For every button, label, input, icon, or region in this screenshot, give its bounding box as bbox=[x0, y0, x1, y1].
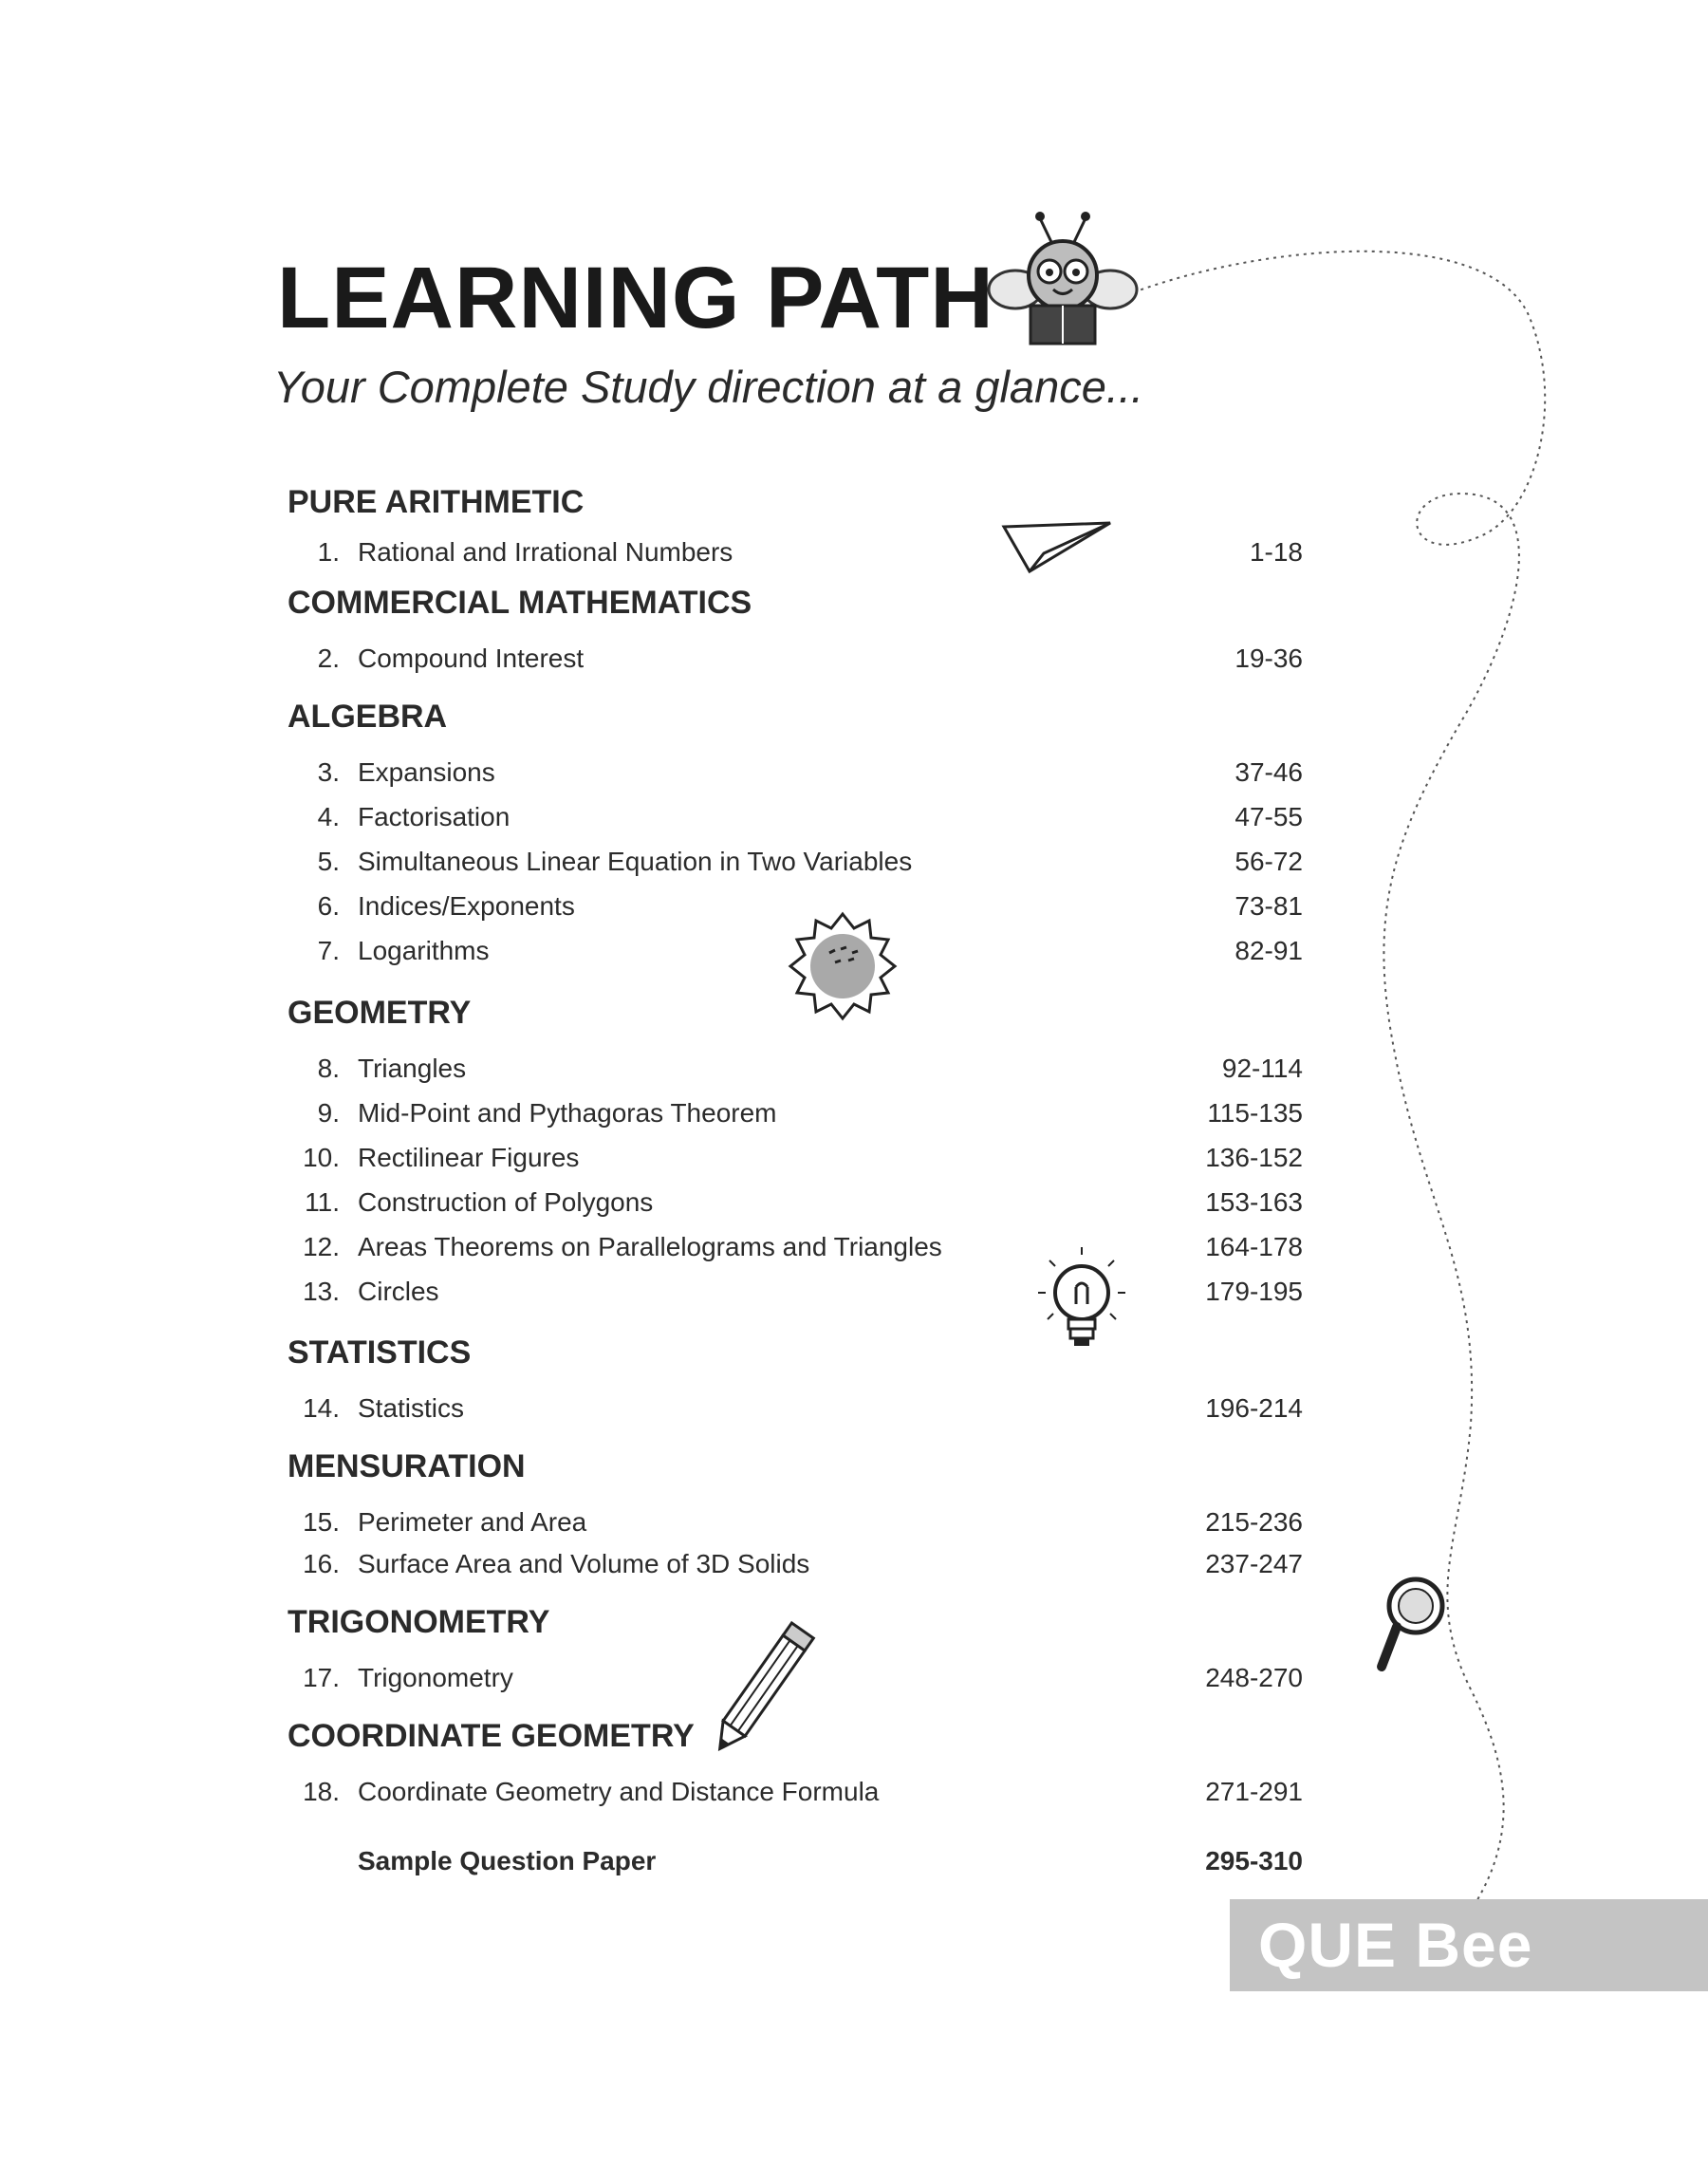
entry-pages: 73-81 bbox=[1235, 891, 1303, 921]
section-heading: COORDINATE GEOMETRY bbox=[288, 1718, 695, 1754]
entry-title: Triangles bbox=[358, 1054, 467, 1083]
entry-number: 17. bbox=[303, 1663, 340, 1692]
entry-number: 12. bbox=[303, 1232, 340, 1261]
entry-pages: 271-291 bbox=[1205, 1777, 1303, 1806]
entry-title: Rational and Irrational Numbers bbox=[358, 537, 733, 567]
toc-entry[interactable] bbox=[288, 644, 1303, 681]
entry-title: Expansions bbox=[358, 757, 495, 787]
section-heading: MENSURATION bbox=[288, 1448, 526, 1484]
toc-entry[interactable] bbox=[288, 1663, 1303, 1701]
brand-logo: QUE Bee bbox=[1258, 1910, 1533, 1980]
toc-entry[interactable] bbox=[288, 936, 1303, 974]
toc-entry[interactable] bbox=[288, 1187, 1303, 1225]
entry-pages: 56-72 bbox=[1235, 847, 1303, 876]
entry-number: 15. bbox=[303, 1507, 340, 1537]
entry-pages: 179-195 bbox=[1205, 1277, 1303, 1306]
entry-pages: 153-163 bbox=[1205, 1187, 1303, 1217]
entry-number: 13. bbox=[303, 1277, 340, 1306]
toc-entry[interactable] bbox=[288, 757, 1303, 795]
entry-title: Circles bbox=[358, 1277, 439, 1306]
entry-title: Sample Question Paper bbox=[358, 1846, 657, 1875]
entry-pages: 1-18 bbox=[1249, 537, 1303, 567]
page-title: LEARNING PATH bbox=[277, 250, 994, 346]
entry-title: Factorisation bbox=[358, 802, 511, 831]
section-heading: COMMERCIAL MATHEMATICS bbox=[288, 585, 752, 621]
entry-pages: 92-114 bbox=[1221, 1054, 1303, 1083]
entry-pages: 37-46 bbox=[1235, 757, 1303, 787]
bee-mascot-icon bbox=[989, 212, 1137, 344]
entry-pages: 237-247 bbox=[1205, 1549, 1303, 1578]
entry-pages: 115-135 bbox=[1207, 1098, 1303, 1128]
entry-title: Trigonometry bbox=[358, 1663, 513, 1692]
entry-title: Coordinate Geometry and Distance Formula bbox=[358, 1777, 880, 1806]
section-heading: TRIGONOMETRY bbox=[288, 1604, 550, 1640]
section-heading: PURE ARITHMETIC bbox=[288, 484, 585, 520]
toc-entry[interactable] bbox=[288, 1054, 1303, 1092]
toc-entry[interactable] bbox=[288, 802, 1303, 840]
entry-title: Statistics bbox=[358, 1393, 465, 1423]
entry-title: Compound Interest bbox=[358, 644, 585, 673]
toc-entry[interactable] bbox=[288, 537, 1303, 575]
toc-entry[interactable] bbox=[288, 847, 1303, 885]
entry-title: Rectilinear Figures bbox=[358, 1143, 580, 1172]
entry-number: 14. bbox=[303, 1393, 340, 1423]
toc-entry[interactable] bbox=[288, 1277, 1303, 1315]
magnifying-glass-icon bbox=[1382, 1579, 1442, 1667]
entry-title: Indices/Exponents bbox=[358, 891, 575, 921]
section-heading: GEOMETRY bbox=[288, 995, 472, 1031]
entry-number: 8. bbox=[317, 1054, 340, 1083]
entry-title: Surface Area and Volume of 3D Solids bbox=[358, 1549, 810, 1578]
entry-pages: 215-236 bbox=[1205, 1507, 1303, 1537]
entry-number: 11. bbox=[305, 1187, 340, 1217]
entry-pages: 196-214 bbox=[1205, 1393, 1303, 1423]
entry-number: 6. bbox=[317, 891, 340, 921]
toc-entry[interactable] bbox=[288, 891, 1303, 929]
page-subtitle: Your Complete Study direction at a glance... bbox=[273, 362, 1144, 412]
entry-title: Perimeter and Area bbox=[358, 1507, 587, 1537]
entry-number: 18. bbox=[303, 1777, 340, 1806]
toc-entry[interactable] bbox=[288, 1232, 1303, 1270]
entry-pages: 295-310 bbox=[1205, 1846, 1303, 1875]
entry-pages: 136-152 bbox=[1205, 1143, 1303, 1172]
toc-entry[interactable] bbox=[288, 1549, 1303, 1587]
toc-entry[interactable] bbox=[288, 1393, 1303, 1431]
toc-entry[interactable] bbox=[288, 1507, 1303, 1545]
entry-title: Mid-Point and Pythagoras Theorem bbox=[358, 1098, 777, 1128]
entry-pages: 47-55 bbox=[1235, 802, 1303, 831]
entry-title: Simultaneous Linear Equation in Two Variables bbox=[358, 847, 913, 876]
entry-title: Construction of Polygons bbox=[358, 1187, 654, 1217]
entry-pages: 248-270 bbox=[1205, 1663, 1303, 1692]
entry-number: 10. bbox=[303, 1143, 340, 1172]
entry-pages: 164-178 bbox=[1205, 1232, 1303, 1261]
entry-number: 4. bbox=[317, 802, 340, 831]
toc-entry-sample-paper[interactable] bbox=[288, 1846, 1303, 1884]
entry-number: 1. bbox=[317, 537, 340, 567]
section-heading: ALGEBRA bbox=[288, 699, 448, 735]
brand-band bbox=[1230, 1899, 1708, 1991]
toc-entry[interactable] bbox=[288, 1143, 1303, 1181]
entry-number: 5. bbox=[317, 847, 340, 876]
entry-number: 16. bbox=[303, 1549, 340, 1578]
entry-title: Logarithms bbox=[358, 936, 490, 965]
entry-number: 2. bbox=[317, 644, 340, 673]
entry-number: 9. bbox=[317, 1098, 340, 1128]
entry-title: Areas Theorems on Parallelograms and Triangles bbox=[358, 1232, 942, 1261]
entry-number: 7. bbox=[317, 936, 340, 965]
entry-pages: 82-91 bbox=[1235, 936, 1303, 965]
entry-pages: 19-36 bbox=[1235, 644, 1303, 673]
section-heading: STATISTICS bbox=[288, 1334, 472, 1371]
toc-entry[interactable] bbox=[288, 1777, 1303, 1815]
toc-entry[interactable] bbox=[288, 1098, 1303, 1136]
entry-number: 3. bbox=[317, 757, 340, 787]
